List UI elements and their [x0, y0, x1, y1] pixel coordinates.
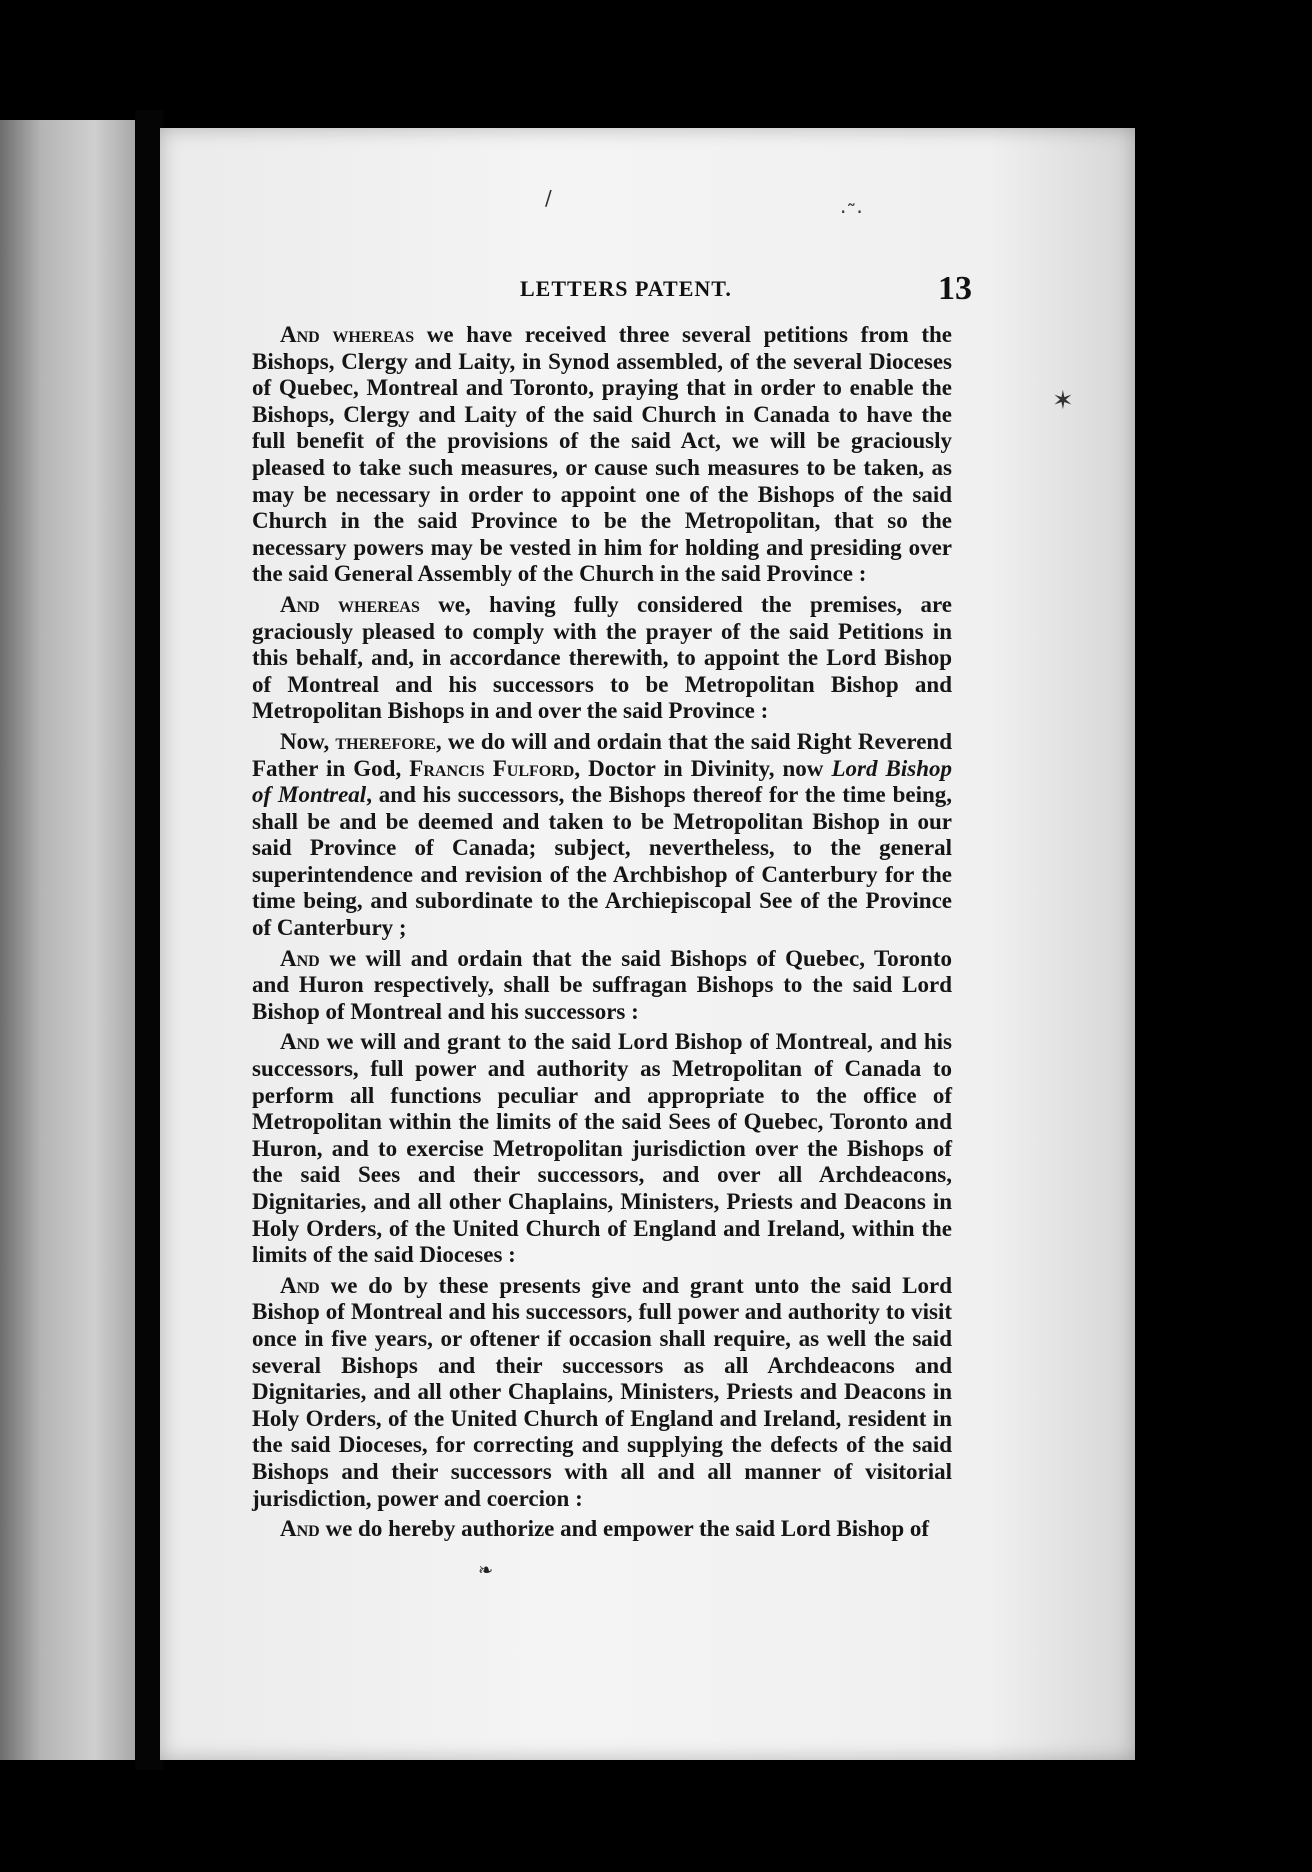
running-head: LETTERS PATENT. — [520, 276, 732, 301]
print-speck: ❧ — [478, 1560, 494, 1581]
paragraph-text: we do will and ordain that the said Right Reverend Father in God, — [252, 728, 952, 781]
person-name: Francis Fulford — [409, 755, 575, 781]
paragraph-text: we do hereby authorize and empower the said Lord Bishop of — [319, 1516, 930, 1542]
paragraph-lead: And — [280, 945, 320, 971]
book-gutter — [135, 110, 163, 1770]
paragraph-text: we will and ordain that the said Bishops of Quebec, Toronto and Huron respectively, shall be suffragan Bishops to the said Lord Bishop of Montreal and his successors : — [252, 945, 952, 1024]
paragraph — [252, 946, 952, 1026]
paragraph — [252, 592, 952, 725]
print-speck: / — [545, 186, 552, 210]
print-speck: ✶ — [1052, 386, 1074, 416]
paragraph — [252, 1029, 952, 1268]
adjacent-page-edge — [0, 120, 135, 1760]
paragraph-lead: And whereas — [280, 591, 420, 617]
paragraph-lead: And — [280, 1516, 320, 1542]
paragraph-text: , Doctor in Divinity, now — [574, 755, 832, 781]
body-text — [252, 322, 952, 1547]
paragraph — [252, 322, 952, 588]
paragraph-text: we will and grant to the said Lord Bishop of Montreal, and his successors, full power and authority as Metropolitan of Canada to perform all functions peculiar and appropriate to the office of Metropolitan within the limits of the said Sees of Quebec, Toronto and Huron, and to exercise Metropolitan jurisdiction over the Bishops of the said Sees and their successors, and over all Archdeacons, Dignitaries, and all other Chaplains, Ministers, Priests and Deacons in Holy Orders, of the United Church of England and Ireland, within the limits of the said Dioceses : — [252, 1029, 952, 1268]
paragraph-text: , and his successors, the Bishops thereof for the time being, shall be and be deemed and taken to be Metropolitan Bishop in our said Province of Canada; subject, nevertheless, to the general superintendence and revision of the Archbishop of Canterbury for the time being, and subordinate to the Archiepiscopal See of the Province of Canterbury ; — [252, 782, 952, 941]
paragraph-text: we have received three several petitions from the Bishops, Clergy and Laity, in Synod assembled, of the several Dioceses of Quebec, Montreal and Toronto, praying that in order to enable the Bishops, Clergy and Laity of the said Church in Canada to have the full benefit of the provisions of the said Act, we will be graciously pleased to take such measures, or cause such measures to be taken, as may be necessary in order to appoint one of the Bishops of the said Church in the said Province to be the Metropolitan, that so the necessary powers may be vested in him for holding and presiding over the said General Assembly of the Church in the said Province : — [252, 322, 952, 587]
paragraph-lead: Now, — [280, 728, 330, 754]
paragraph — [252, 729, 952, 942]
italic-title: Lord Bishop of Montreal — [252, 755, 952, 808]
paragraph-lead: And whereas — [280, 322, 415, 347]
paragraph-text: we, having fully considered the premises, are graciously pleased to comply with the prayer of the said Petitions in this behalf, and, in accordance therewith, to appoint the Lord Bishop of Montreal and his successors to be Metropolitan Bishop and Metropolitan Bishops in and over the said Province : — [252, 591, 952, 724]
paragraph — [252, 1516, 952, 1543]
paragraph-lead: And — [280, 1272, 320, 1298]
print-speck: ·˜· — [840, 200, 863, 224]
paragraph-text: we do by these presents give and grant unto the said Lord Bishop of Montreal and his successors, full power and authority to visit once in five years, or oftener if occasion shall require, as well the said several Bishops and their successors as all Archdeacons and Dignitaries, and all other Chaplains, Ministers, Priests and Deacons in Holy Orders, of the United Church of England and Ireland, resident in the said Dioceses, for correcting and supplying the defects of the said Bishops and their successors with all and all manner of visitorial jurisdiction, power and coercion : — [252, 1272, 952, 1511]
paragraph — [252, 1273, 952, 1512]
page-number: 13 — [938, 270, 972, 307]
paragraph-lead-smallcaps: therefore, — [329, 728, 442, 754]
paragraph-lead: And — [280, 1029, 320, 1055]
